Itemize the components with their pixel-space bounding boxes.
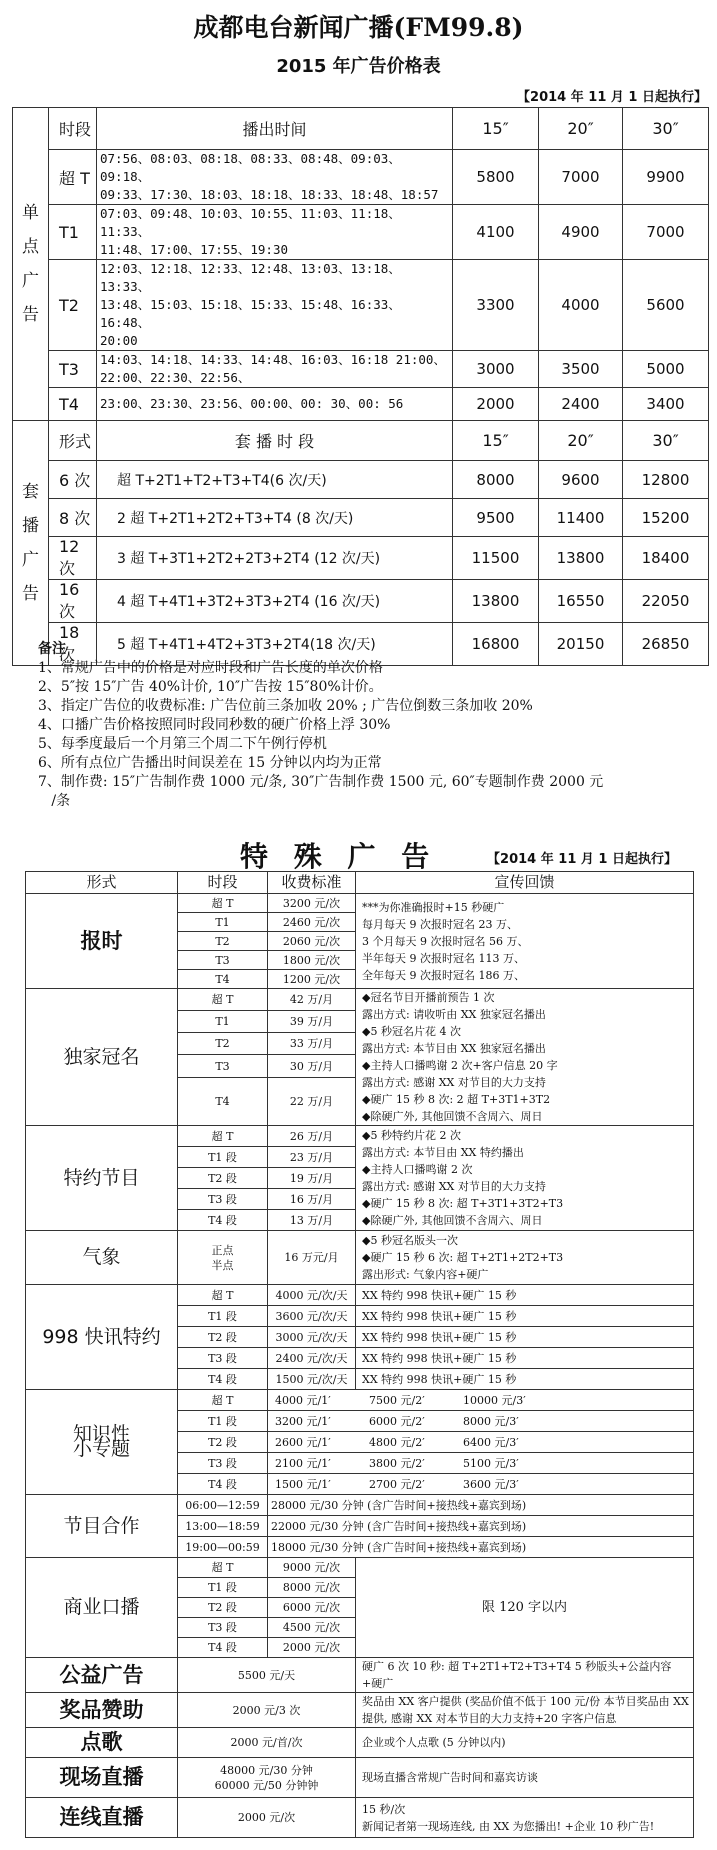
segment-label: T3 bbox=[49, 351, 97, 388]
special-header: 收费标准 bbox=[268, 872, 356, 894]
price-group bbox=[268, 1474, 694, 1495]
price-p15: 4100 bbox=[453, 205, 539, 260]
table-row bbox=[13, 108, 709, 150]
broadcast-times: 14:03、14:18、14:33、14:48、16:03、16:18 21:00、 22:00、22:30、22:56、 bbox=[97, 351, 453, 388]
header-cell: 15″ bbox=[453, 421, 539, 461]
price: 5500 元/天 bbox=[178, 1658, 356, 1693]
header-cell: 20″ bbox=[539, 108, 623, 150]
segment: T2 bbox=[178, 1033, 268, 1055]
price: 28000 元/30 分钟 (含广告时间+接热线+嘉宾到场) bbox=[268, 1495, 694, 1516]
price-p15: 16800 bbox=[453, 623, 539, 666]
note-item: 1、常规广告中的价格是对应时段和广告长度的单次价格 bbox=[38, 660, 383, 676]
segment: T2 段 bbox=[178, 1168, 268, 1189]
price: 2000 元/次 bbox=[268, 1638, 356, 1658]
note-item: 2、5″按 15″广告 40%计价, 10″广告按 15″80%计价。 bbox=[38, 679, 383, 695]
price-p15: 8000 bbox=[453, 461, 539, 499]
table-row bbox=[13, 421, 709, 461]
segment: T3 段 bbox=[178, 1348, 268, 1369]
segment: T3 段 bbox=[178, 1189, 268, 1210]
segment: 超 T bbox=[178, 1126, 268, 1147]
header-cell: 15″ bbox=[453, 108, 539, 150]
segment-label: T1 bbox=[49, 205, 97, 260]
price-p20: 4000 bbox=[539, 260, 623, 351]
price-2min: 2700 元/2′ bbox=[369, 1477, 425, 1491]
segment: T3 bbox=[178, 951, 268, 970]
package-form: 18 次 bbox=[49, 623, 97, 666]
package-desc: 5 超 T+4T1+4T2+3T3+2T4(18 次/天) bbox=[97, 623, 453, 666]
table-row bbox=[26, 1728, 694, 1758]
price: 8000 元/次 bbox=[268, 1578, 356, 1598]
price: 2400 元/次/天 bbox=[268, 1348, 356, 1369]
price: 48000 元/30 分钟 60000 元/50 分钟钟 bbox=[178, 1758, 356, 1798]
price: 1500 元/次/天 bbox=[268, 1369, 356, 1390]
price: 2460 元/次 bbox=[268, 913, 356, 932]
table-row bbox=[13, 351, 709, 388]
price-1min: 3200 元/1′ bbox=[275, 1414, 331, 1428]
special-table bbox=[25, 871, 694, 1838]
price-3min: 3600 元/3′ bbox=[463, 1477, 519, 1491]
price-p15: 13800 bbox=[453, 580, 539, 623]
table-row bbox=[13, 260, 709, 351]
segment: T4 段 bbox=[178, 1369, 268, 1390]
special-header: 宣传回馈 bbox=[356, 872, 694, 894]
notes-heading: 备注 bbox=[38, 641, 66, 657]
page-subtitle: 2015 年广告价格表 bbox=[276, 56, 441, 77]
price: 2060 元/次 bbox=[268, 932, 356, 951]
form-teyue: 特约节目 bbox=[26, 1126, 178, 1231]
feedback: XX 特约 998 快讯+硬广 15 秒 bbox=[356, 1327, 694, 1348]
segment-label: T4 bbox=[49, 388, 97, 421]
segment: T1 bbox=[178, 1011, 268, 1033]
segment: T3 bbox=[178, 1055, 268, 1077]
form-xianchang: 现场直播 bbox=[26, 1758, 178, 1798]
price: 39 万/月 bbox=[268, 1011, 356, 1033]
price-1min: 1500 元/1′ bbox=[275, 1477, 331, 1491]
segment: T4 bbox=[178, 1077, 268, 1125]
price: 2000 元/首/次 bbox=[178, 1728, 356, 1758]
package-form: 6 次 bbox=[49, 461, 97, 499]
table-row bbox=[13, 537, 709, 580]
broadcast-times: 23:00、23:30、23:56、00:00、00: 30、00: 56 bbox=[97, 388, 453, 421]
table-row bbox=[26, 1558, 694, 1578]
package-desc: 超 T+2T1+T2+T3+T4(6 次/天) bbox=[97, 461, 453, 499]
package-form: 16 次 bbox=[49, 580, 97, 623]
price-group bbox=[268, 1411, 694, 1432]
price-group bbox=[268, 1390, 694, 1411]
price-p30: 7000 bbox=[623, 205, 709, 260]
header-cell: 播出时间 bbox=[97, 108, 453, 150]
note-item: 3、指定广告位的收费标准: 广告位前三条加收 20% ; 广告位倒数三条加收 20% bbox=[38, 698, 533, 714]
package-form: 12 次 bbox=[49, 537, 97, 580]
price-2min: 4800 元/2′ bbox=[369, 1435, 425, 1449]
price: 22000 元/30 分钟 (含广告时间+接热线+嘉宾到场) bbox=[268, 1516, 694, 1537]
feedback: ◆冠名节目开播前预告 1 次 露出方式: 请收听由 XX 独家冠名播出 ◆5 秒冠名片花 4 次 露出方式: 本节目由 XX 独家冠名播出 ◆主持人口播鸣谢 2 次+客户信息 20 字 露出方式: 感谢 XX 对节目的大力支持 ◆硬广 15 秒 8 次: 2 超 T+3T1+3T2 ◆除硬广外, 其他回馈不含周六、周日 bbox=[356, 989, 694, 1126]
category-package: 套 播 广 告 bbox=[13, 421, 49, 666]
price-p30: 3400 bbox=[623, 388, 709, 421]
broadcast-times: 07:03、09:48、10:03、10:55、11:03、11:18、11:33、 11:48、17:00、17:55、19:30 bbox=[97, 205, 453, 260]
price-1min: 2100 元/1′ bbox=[275, 1456, 331, 1470]
feedback: ◆5 秒特约片花 2 次 露出方式: 本节目由 XX 特约播出 ◆主持人口播鸣谢 2 次 露出方式: 感谢 XX 对节目的大力支持 ◆硬广 15 秒 8 次: 超 T+3T1+3T2+T3 ◆除硬广外, 其他回馈不含周六、周日 bbox=[356, 1126, 694, 1231]
form-lianxian: 连线直播 bbox=[26, 1798, 178, 1838]
package-desc: 4 超 T+4T1+3T2+3T3+2T4 (16 次/天) bbox=[97, 580, 453, 623]
table-row bbox=[13, 580, 709, 623]
table-row bbox=[26, 1658, 694, 1693]
table-row bbox=[26, 989, 694, 1011]
special-effective-date: 【2014 年 11 月 1 日起执行】 bbox=[487, 852, 677, 867]
table-row bbox=[13, 150, 709, 205]
price: 2000 元/次 bbox=[178, 1798, 356, 1838]
segment: 超 T bbox=[178, 1558, 268, 1578]
price: 16 万/月 bbox=[268, 1189, 356, 1210]
category-single: 单 点 广 告 bbox=[13, 108, 49, 421]
note-item: 6、所有点位广告播出时间误差在 15 分钟以内均为正常 bbox=[38, 755, 382, 771]
feedback: ***为你准确报时+15 秒硬广 每月每天 9 次报时冠名 23 万、 3 个月每天 9 次报时冠名 56 万、 半年每天 9 次报时冠名 113 万、 全年每天 9 次报时冠名 186 万、 bbox=[356, 894, 694, 989]
form-qixiang: 气象 bbox=[26, 1231, 178, 1285]
price-p30: 15200 bbox=[623, 499, 709, 537]
table-row bbox=[26, 1126, 694, 1147]
price-p20: 4900 bbox=[539, 205, 623, 260]
price-group bbox=[268, 1432, 694, 1453]
table-row bbox=[26, 1693, 694, 1728]
feedback: ◆5 秒冠名版头一次 ◆硬广 15 秒 6 次: 超 T+2T1+2T2+T3 露出形式: 气象内容+硬广 bbox=[356, 1231, 694, 1285]
price-p30: 26850 bbox=[623, 623, 709, 666]
price-p20: 2400 bbox=[539, 388, 623, 421]
header-cell: 形式 bbox=[49, 421, 97, 461]
price-p20: 20150 bbox=[539, 623, 623, 666]
segment: 超 T bbox=[178, 989, 268, 1011]
segment: T3 段 bbox=[178, 1618, 268, 1638]
broadcast-times: 12:03、12:18、12:33、12:48、13:03、13:18、13:33、 13:48、15:03、15:18、15:33、15:48、16:33、16:48、 20:00 bbox=[97, 260, 453, 351]
price: 30 万/月 bbox=[268, 1055, 356, 1077]
price-3min: 6400 元/3′ bbox=[463, 1435, 519, 1449]
segment: T1 段 bbox=[178, 1578, 268, 1598]
header-cell: 套 播 时 段 bbox=[97, 421, 453, 461]
notes bbox=[38, 640, 708, 811]
header-cell: 30″ bbox=[623, 421, 709, 461]
price: 33 万/月 bbox=[268, 1033, 356, 1055]
segment: 19:00—00:59 bbox=[178, 1537, 268, 1558]
price-1min: 2600 元/1′ bbox=[275, 1435, 331, 1449]
price: 1200 元/次 bbox=[268, 970, 356, 989]
price: 19 万/月 bbox=[268, 1168, 356, 1189]
segment: 超 T bbox=[178, 1390, 268, 1411]
special-header: 时段 bbox=[178, 872, 268, 894]
table-row bbox=[13, 205, 709, 260]
price-p20: 16550 bbox=[539, 580, 623, 623]
price: 3600 元/次/天 bbox=[268, 1306, 356, 1327]
price-p20: 7000 bbox=[539, 150, 623, 205]
form-jiangpin: 奖品赞助 bbox=[26, 1693, 178, 1728]
price-table bbox=[12, 107, 709, 666]
price-3min: 5100 元/3′ bbox=[463, 1456, 519, 1470]
feedback: 15 秒/次 新闻记者第一现场连线, 由 XX 为您播出! +企业 10 秒广告! bbox=[356, 1798, 694, 1838]
form-baoshi: 报时 bbox=[26, 894, 178, 989]
price-2min: 7500 元/2′ bbox=[369, 1393, 425, 1407]
table-row bbox=[13, 499, 709, 537]
special-title: 特 殊 广 告 bbox=[240, 840, 438, 873]
feedback: XX 特约 998 快讯+硬广 15 秒 bbox=[356, 1306, 694, 1327]
price: 42 万/月 bbox=[268, 989, 356, 1011]
segment: T2 段 bbox=[178, 1432, 268, 1453]
segment: T1 段 bbox=[178, 1147, 268, 1168]
price-p15: 3300 bbox=[453, 260, 539, 351]
segment: T1 段 bbox=[178, 1306, 268, 1327]
segment: T3 段 bbox=[178, 1453, 268, 1474]
price: 2000 元/3 次 bbox=[178, 1693, 356, 1728]
price-group bbox=[268, 1453, 694, 1474]
price-p30: 22050 bbox=[623, 580, 709, 623]
feedback: 企业或个人点歌 (5 分钟以内) bbox=[356, 1728, 694, 1758]
segment: 06:00—12:59 bbox=[178, 1495, 268, 1516]
table-row bbox=[26, 1758, 694, 1798]
segment: 正点 半点 bbox=[178, 1231, 268, 1285]
price: 26 万/月 bbox=[268, 1126, 356, 1147]
segment: T4 段 bbox=[178, 1210, 268, 1231]
segment-label: 超 T bbox=[49, 150, 97, 205]
package-desc: 3 超 T+3T1+2T2+2T3+2T4 (12 次/天) bbox=[97, 537, 453, 580]
header-cell: 30″ bbox=[623, 108, 709, 150]
price-p20: 11400 bbox=[539, 499, 623, 537]
segment: T2 段 bbox=[178, 1598, 268, 1618]
price: 16 万元/月 bbox=[268, 1231, 356, 1285]
segment: T2 段 bbox=[178, 1327, 268, 1348]
form-koubo: 商业口播 bbox=[26, 1558, 178, 1658]
segment: 超 T bbox=[178, 894, 268, 913]
price: 13 万/月 bbox=[268, 1210, 356, 1231]
table-row bbox=[26, 1285, 694, 1306]
header-cell: 20″ bbox=[539, 421, 623, 461]
feedback: 奖品由 XX 客户提供 (奖品价值不低于 100 元/份 本节目奖品由 XX 提供, 感谢 XX 对本节目的大力支持+20 字客户信息 bbox=[356, 1693, 694, 1728]
header-cell: 时段 bbox=[49, 108, 97, 150]
table-row bbox=[26, 894, 694, 913]
price-p30: 18400 bbox=[623, 537, 709, 580]
feedback: 现场直播含常规广告时间和嘉宾访谈 bbox=[356, 1758, 694, 1798]
koubo-note: 限 120 字以内 bbox=[356, 1558, 694, 1658]
form-kuaixun: 998 快讯特约 bbox=[26, 1285, 178, 1390]
price: 3000 元/次/天 bbox=[268, 1327, 356, 1348]
price-p30: 12800 bbox=[623, 461, 709, 499]
table-row bbox=[26, 1231, 694, 1285]
price-p20: 13800 bbox=[539, 537, 623, 580]
price-p20: 9600 bbox=[539, 461, 623, 499]
price-p30: 5000 bbox=[623, 351, 709, 388]
price-1min: 4000 元/1′ bbox=[275, 1393, 331, 1407]
price-3min: 8000 元/3′ bbox=[463, 1414, 519, 1428]
price-p15: 11500 bbox=[453, 537, 539, 580]
form-diange: 点歌 bbox=[26, 1728, 178, 1758]
price: 1800 元/次 bbox=[268, 951, 356, 970]
segment-label: T2 bbox=[49, 260, 97, 351]
price: 22 万/月 bbox=[268, 1077, 356, 1125]
segment: T4 bbox=[178, 970, 268, 989]
form-gongyi: 公益广告 bbox=[26, 1658, 178, 1693]
table-row bbox=[13, 388, 709, 421]
page-title: 成都电台新闻广播(FM99.8) bbox=[193, 13, 524, 42]
price-2min: 6000 元/2′ bbox=[369, 1414, 425, 1428]
price-p15: 3000 bbox=[453, 351, 539, 388]
form-guanming: 独家冠名 bbox=[26, 989, 178, 1126]
special-header: 形式 bbox=[26, 872, 178, 894]
price-p20: 3500 bbox=[539, 351, 623, 388]
form-hezuo: 节目合作 bbox=[26, 1495, 178, 1558]
price: 4000 元/次/天 bbox=[268, 1285, 356, 1306]
feedback: XX 特约 998 快讯+硬广 15 秒 bbox=[356, 1369, 694, 1390]
segment: T2 bbox=[178, 932, 268, 951]
feedback: XX 特约 998 快讯+硬广 15 秒 bbox=[356, 1348, 694, 1369]
price: 3200 元/次 bbox=[268, 894, 356, 913]
price: 23 万/月 bbox=[268, 1147, 356, 1168]
feedback: XX 特约 998 快讯+硬广 15 秒 bbox=[356, 1285, 694, 1306]
segment: T4 段 bbox=[178, 1474, 268, 1495]
effective-date: 【2014 年 11 月 1 日起执行】 bbox=[517, 90, 707, 105]
note-item: 5、每季度最后一个月第三个周二下午例行停机 bbox=[38, 736, 327, 752]
segment: T4 段 bbox=[178, 1638, 268, 1658]
price-p30: 9900 bbox=[623, 150, 709, 205]
table-row bbox=[13, 461, 709, 499]
price: 6000 元/次 bbox=[268, 1598, 356, 1618]
table-row bbox=[26, 1798, 694, 1838]
price: 4500 元/次 bbox=[268, 1618, 356, 1638]
price-p30: 5600 bbox=[623, 260, 709, 351]
note-item: 7、制作费: 15″广告制作费 1000 元/条, 30″广告制作费 1500 元, 60″专题制作费 2000 元 /条 bbox=[38, 774, 604, 809]
segment: 13:00—18:59 bbox=[178, 1516, 268, 1537]
price: 18000 元/30 分钟 (含广告时间+接热线+嘉宾到场) bbox=[268, 1537, 694, 1558]
price-p15: 5800 bbox=[453, 150, 539, 205]
form-zhishi: 知识性 小专题 bbox=[26, 1390, 178, 1495]
note-item: 4、口播广告价格按照同时段同秒数的硬广价格上浮 30% bbox=[38, 717, 391, 733]
price-2min: 3800 元/2′ bbox=[369, 1456, 425, 1470]
price-p15: 9500 bbox=[453, 499, 539, 537]
package-form: 8 次 bbox=[49, 499, 97, 537]
package-desc: 2 超 T+2T1+2T2+T3+T4 (8 次/天) bbox=[97, 499, 453, 537]
price-p15: 2000 bbox=[453, 388, 539, 421]
price: 9000 元/次 bbox=[268, 1558, 356, 1578]
table-row bbox=[26, 1390, 694, 1411]
feedback: 硬广 6 次 10 秒: 超 T+2T1+T2+T3+T4 5 秒版头+公益内容+硬广 bbox=[356, 1658, 694, 1693]
table-row bbox=[26, 1495, 694, 1516]
segment: T1 bbox=[178, 913, 268, 932]
table-row bbox=[26, 872, 694, 894]
price-3min: 10000 元/3′ bbox=[463, 1393, 526, 1407]
segment: 超 T bbox=[178, 1285, 268, 1306]
broadcast-times: 07:56、08:03、08:18、08:33、08:48、09:03、09:18、 09:33、17:30、18:03、18:18、18:33、18:48、18:57 bbox=[97, 150, 453, 205]
segment: T1 段 bbox=[178, 1411, 268, 1432]
